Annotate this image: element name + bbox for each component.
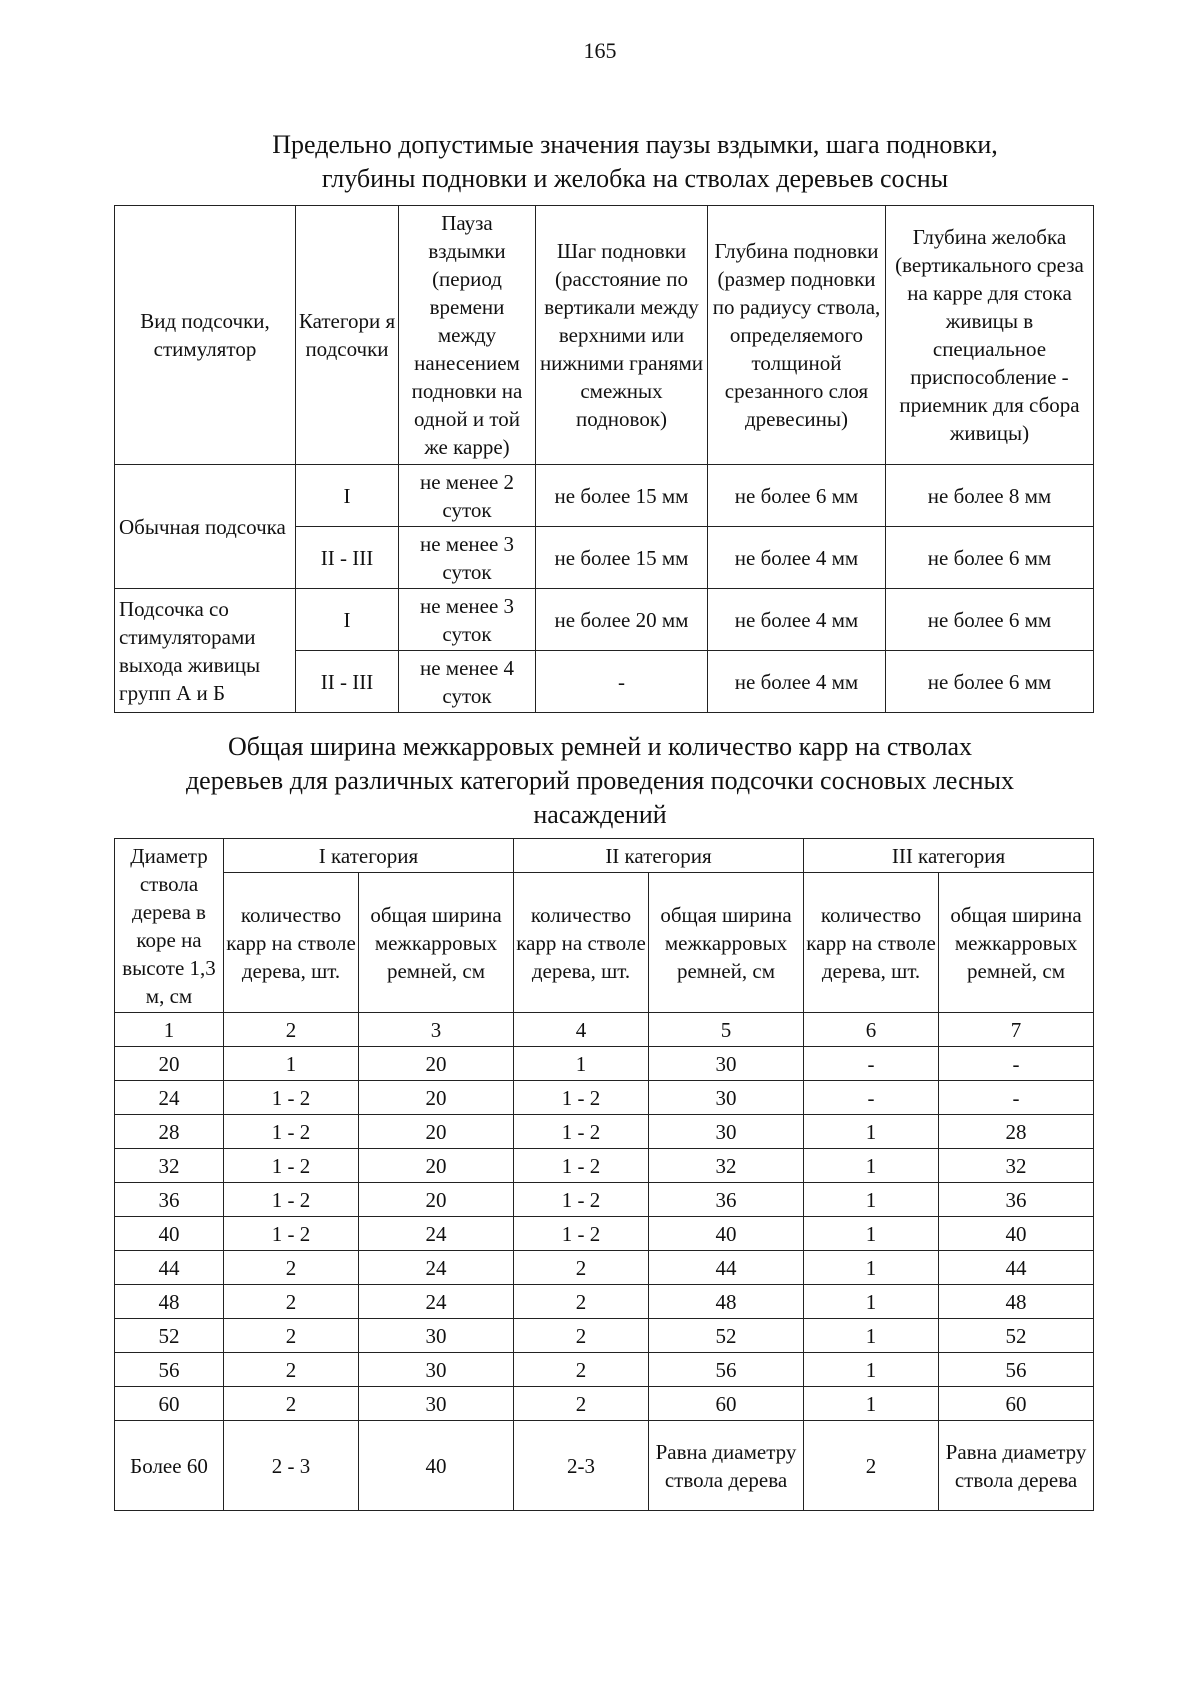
table1-header-cell: Глубина желобка (вертикального среза на карре для стока живицы в специальное приспособление - приемник для сбора живицы) (886, 206, 1094, 465)
belt-width-header-cell: общая ширина межкарровых ремней, см (649, 873, 804, 1013)
belt-width-header-cell: общая ширина межкарровых ремней, см (359, 873, 514, 1013)
table1-cell: не более 6 мм (708, 465, 886, 527)
table1-cell: не более 15 мм (536, 527, 708, 589)
table2-cell: 60 (939, 1387, 1094, 1421)
table1-cell: не менее 4 суток (399, 651, 536, 713)
table2-cell: 2 - 3 (224, 1421, 359, 1511)
table1-header-cell: Категори я подсочки (296, 206, 399, 465)
column-number-cell: 6 (804, 1013, 939, 1047)
table1-title-line: Предельно допустимые значения паузы вздымки, шага подновки, (272, 130, 998, 159)
table1-header-row (115, 206, 1094, 465)
table2-cell: 60 (649, 1387, 804, 1421)
table2-cell: 48 (649, 1285, 804, 1319)
table1-title (210, 128, 1060, 196)
table1-row (115, 465, 1094, 527)
table2-cell: 56 (939, 1353, 1094, 1387)
table1-cell: не более 4 мм (708, 589, 886, 651)
table2-cell: 40 (359, 1421, 514, 1511)
table2-cell: 2 (514, 1387, 649, 1421)
table2-cell: 2 (514, 1319, 649, 1353)
table2-cell: 30 (649, 1115, 804, 1149)
table2-cell: 1 - 2 (224, 1183, 359, 1217)
table2-cell: 2 (224, 1319, 359, 1353)
table2-cell: 40 (649, 1217, 804, 1251)
table2-cell: 1 (804, 1353, 939, 1387)
table2-row (115, 1081, 1094, 1115)
table1-cell: не более 20 мм (536, 589, 708, 651)
table2-cell: 30 (649, 1047, 804, 1081)
table2-cell: 32 (115, 1149, 224, 1183)
table2-cell: 1 (804, 1251, 939, 1285)
carre-count-header-cell: количество карр на стволе дерева, шт. (514, 873, 649, 1013)
table2-cell: 20 (359, 1115, 514, 1149)
table1-cell: II - III (296, 527, 399, 589)
table2-cell: Более 60 (115, 1421, 224, 1511)
table2-cell: 2 (224, 1285, 359, 1319)
table2-title-line: насаждений (533, 800, 667, 829)
table1-header-cell: Вид подсочки, стимулятор (115, 206, 296, 465)
table2-cell: - (804, 1047, 939, 1081)
table2-cell: 2 (224, 1353, 359, 1387)
table2-cell: 30 (359, 1353, 514, 1387)
table2-cell: 36 (939, 1183, 1094, 1217)
column-number-cell: 3 (359, 1013, 514, 1047)
table2-cell: 1 - 2 (514, 1183, 649, 1217)
table2-cell: 20 (359, 1149, 514, 1183)
table2-cell: - (804, 1081, 939, 1115)
table2-cell: - (939, 1047, 1094, 1081)
table2-cell: 52 (649, 1319, 804, 1353)
table2-cell: 1 - 2 (514, 1217, 649, 1251)
table2-cell: 60 (115, 1387, 224, 1421)
table2-cell: 44 (115, 1251, 224, 1285)
table2-cell: 1 - 2 (224, 1115, 359, 1149)
table2-cell: 1 (804, 1115, 939, 1149)
table2-cell: 52 (115, 1319, 224, 1353)
table2-cell: 30 (649, 1081, 804, 1115)
table2-cell: 24 (359, 1217, 514, 1251)
table2-row (115, 1149, 1094, 1183)
table1-cell: не более 6 мм (886, 527, 1094, 589)
table2-cell: 32 (939, 1149, 1094, 1183)
table2-cell: 2 (514, 1285, 649, 1319)
table1-cell: не более 8 мм (886, 465, 1094, 527)
table2-cell: 20 (359, 1081, 514, 1115)
table2-cell: 20 (359, 1183, 514, 1217)
table1-cell: I (296, 465, 399, 527)
table2-cell: 24 (115, 1081, 224, 1115)
table2-cell: 2 (514, 1353, 649, 1387)
table2-title (130, 730, 1070, 832)
table1-cell: не менее 3 суток (399, 589, 536, 651)
column-number-cell: 1 (115, 1013, 224, 1047)
column-number-cell: 7 (939, 1013, 1094, 1047)
table2-cell: 48 (115, 1285, 224, 1319)
table2-cell: 52 (939, 1319, 1094, 1353)
table2-cell: - (939, 1081, 1094, 1115)
table1-header-cell: Шаг подновки (расстояние по вертикали между верхними или нижними гранями смежных подновок) (536, 206, 708, 465)
table2-cell: 1 (804, 1285, 939, 1319)
table1-cell: - (536, 651, 708, 713)
table1-title-line: глубины подновки и желобка на стволах деревьев сосны (321, 164, 949, 193)
table2-cell: 36 (649, 1183, 804, 1217)
diameter-header-cell: Диаметр ствола дерева в коре на высоте 1,3 м, см (115, 839, 224, 1013)
table2-cell: Равна диаметру ствола дерева (939, 1421, 1094, 1511)
table1-cell: I (296, 589, 399, 651)
table2-cell: 44 (649, 1251, 804, 1285)
table2-cell: 56 (115, 1353, 224, 1387)
table2-cell: Равна диаметру ствола дерева (649, 1421, 804, 1511)
table2-cell: 1 - 2 (224, 1081, 359, 1115)
table2-cell: 48 (939, 1285, 1094, 1319)
table2-cell: 1 (514, 1047, 649, 1081)
table2-row (115, 1251, 1094, 1285)
table2-row (115, 1047, 1094, 1081)
table1-cell: не более 15 мм (536, 465, 708, 527)
pause-limits-table (114, 205, 1094, 713)
tapping-type-cell: Подсочка со стимуляторами выхода живицы групп А и Б (115, 589, 296, 713)
table2-cell: 24 (359, 1285, 514, 1319)
table2-cell: 1 - 2 (224, 1217, 359, 1251)
category-header-cell: III категория (804, 839, 1094, 873)
tapping-type-cell: Обычная подсочка (115, 465, 296, 589)
table2-cell: 40 (115, 1217, 224, 1251)
table2-cell: 2 (804, 1421, 939, 1511)
table2-row (115, 1319, 1094, 1353)
table1-cell: не более 4 мм (708, 651, 886, 713)
column-number-cell: 4 (514, 1013, 649, 1047)
table2-cell: 1 (804, 1183, 939, 1217)
table2-title-line: Общая ширина межкарровых ремней и количество карр на стволах (227, 732, 973, 761)
table1-header-cell: Глубина подновки (размер подновки по радиусу ствола, определяемого толщиной срезанного слоя древесины) (708, 206, 886, 465)
column-number-cell: 5 (649, 1013, 804, 1047)
table2-row (115, 1285, 1094, 1319)
table2-cell: 40 (939, 1217, 1094, 1251)
page-number: 165 (583, 38, 617, 63)
table2-cell: 28 (115, 1115, 224, 1149)
table1-cell: не более 6 мм (886, 651, 1094, 713)
table2-cell: 44 (939, 1251, 1094, 1285)
table2-cell: 30 (359, 1387, 514, 1421)
table1-header-cell: Пауза вздымки (период времени между нанесением подновки на одной и той же карре) (399, 206, 536, 465)
table2-cell: 2-3 (514, 1421, 649, 1511)
table2-header-row (115, 839, 1094, 873)
carre-count-header-cell: количество карр на стволе дерева, шт. (224, 873, 359, 1013)
table2-cell: 1 - 2 (514, 1149, 649, 1183)
table2-cell: 2 (514, 1251, 649, 1285)
table2-cell: 56 (649, 1353, 804, 1387)
table2-cell: 20 (359, 1047, 514, 1081)
table2-cell: 1 (804, 1319, 939, 1353)
column-number-cell: 2 (224, 1013, 359, 1047)
carre-width-table (114, 838, 1094, 1511)
table1-cell: II - III (296, 651, 399, 713)
table2-cell: 1 - 2 (224, 1149, 359, 1183)
table2-row (115, 1183, 1094, 1217)
table2-cell: 32 (649, 1149, 804, 1183)
table1-row (115, 589, 1094, 651)
table2-cell: 1 (804, 1387, 939, 1421)
table2-cell: 1 (224, 1047, 359, 1081)
belt-width-header-cell: общая ширина межкарровых ремней, см (939, 873, 1094, 1013)
column-number-row (115, 1013, 1094, 1047)
table1-cell: не менее 2 суток (399, 465, 536, 527)
table2-row (115, 1115, 1094, 1149)
table2-cell: 20 (115, 1047, 224, 1081)
table2-cell: 1 (804, 1149, 939, 1183)
table1-cell: не более 4 мм (708, 527, 886, 589)
table2-title-line: деревьев для различных категорий проведения подсочки сосновых лесных (185, 766, 1015, 795)
table2-row (115, 1353, 1094, 1387)
carre-count-header-cell: количество карр на стволе дерева, шт. (804, 873, 939, 1013)
category-header-cell: II категория (514, 839, 804, 873)
table2-cell: 1 (804, 1217, 939, 1251)
table2-cell: 28 (939, 1115, 1094, 1149)
table2-row (115, 1387, 1094, 1421)
table2-cell: 24 (359, 1251, 514, 1285)
table1-cell: не менее 3 суток (399, 527, 536, 589)
table2-cell: 1 - 2 (514, 1081, 649, 1115)
table2-cell: 30 (359, 1319, 514, 1353)
table1-cell: не более 6 мм (886, 589, 1094, 651)
category-header-cell: I категория (224, 839, 514, 873)
table2-row (115, 1217, 1094, 1251)
table2-cell: 1 - 2 (514, 1115, 649, 1149)
table2-subheader-row (115, 873, 1094, 1013)
table2-cell: 2 (224, 1251, 359, 1285)
table2-row (115, 1421, 1094, 1511)
table2-cell: 36 (115, 1183, 224, 1217)
table2-cell: 2 (224, 1387, 359, 1421)
